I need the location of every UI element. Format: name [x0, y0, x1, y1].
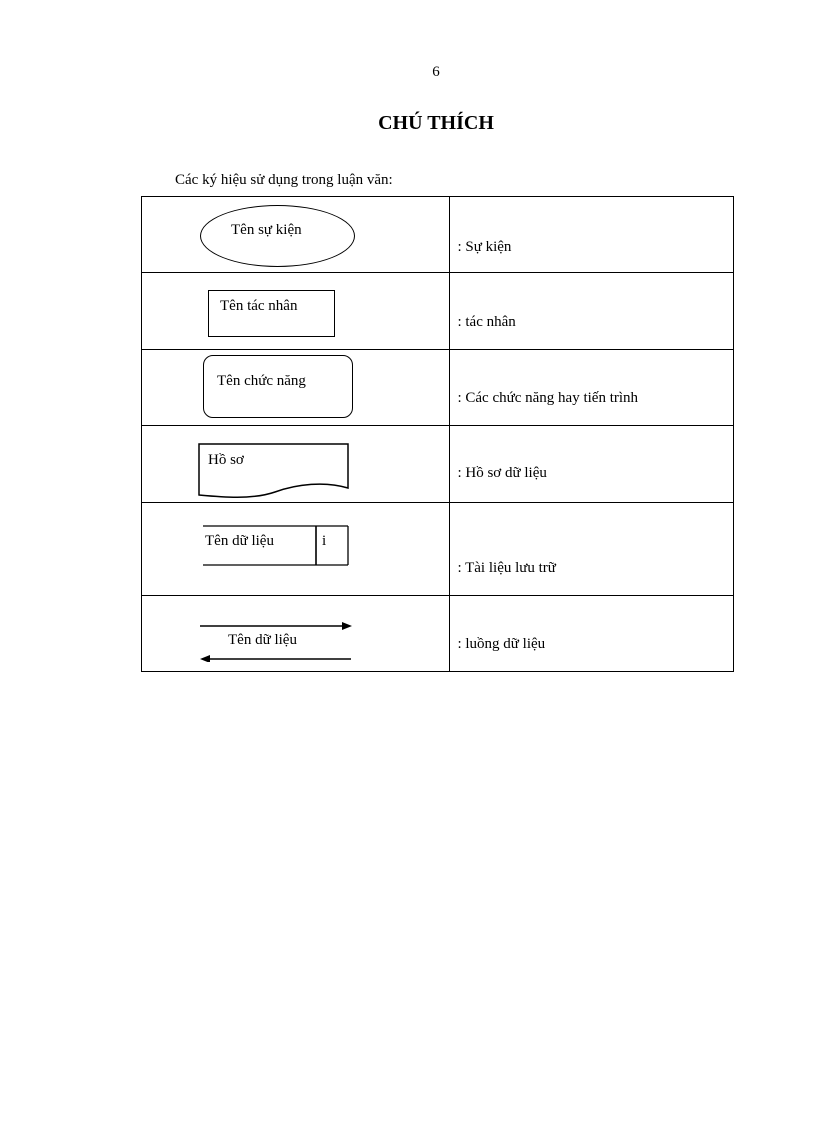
legend-row-document	[142, 426, 734, 503]
page-number: 6	[432, 64, 440, 80]
event-ellipse-symbol	[200, 205, 355, 267]
event-description: : Sự kiện	[457, 239, 512, 255]
arrow-left-icon	[200, 655, 210, 662]
event-symbol-label: Tên sự kiện	[231, 222, 302, 238]
legend-row-actor	[142, 273, 734, 350]
document-shape-symbol	[197, 442, 351, 500]
process-description: : Các chức năng hay tiến trình	[457, 390, 639, 406]
symbol-cell	[142, 503, 450, 596]
symbol-cell	[142, 197, 450, 273]
data-store-index: i	[322, 533, 327, 549]
legend-row-data-store	[142, 503, 734, 596]
legend-row-event	[142, 197, 734, 273]
data-store-description: : Tài liệu lưu trữ	[457, 560, 556, 576]
data-flow-description: : luồng dữ liệu	[457, 636, 546, 652]
description-cell	[450, 426, 734, 503]
actor-rectangle-symbol	[208, 290, 335, 337]
data-flow-symbol-label: Tên dữ liệu	[228, 632, 297, 648]
data-store-symbol-label: Tên dữ liệu	[205, 533, 274, 549]
symbol-cell	[142, 426, 450, 503]
process-symbol-label: Tên chức năng	[217, 373, 306, 389]
legend-row-process	[142, 350, 734, 426]
description-cell	[450, 350, 734, 426]
arrow-right-icon	[342, 622, 352, 630]
description-cell	[450, 596, 734, 672]
description-cell	[450, 273, 734, 350]
actor-description: : tác nhân	[457, 314, 516, 330]
description-cell	[450, 503, 734, 596]
actor-symbol-label: Tên tác nhân	[220, 298, 298, 314]
description-cell	[450, 197, 734, 273]
legend-row-data-flow	[142, 596, 734, 672]
symbol-cell	[142, 596, 450, 672]
legend-table	[141, 196, 734, 672]
intro-text: Các ký hiệu sử dụng trong luận văn:	[175, 172, 393, 188]
document-symbol-label: Hồ sơ	[208, 452, 244, 468]
process-rounded-rect-symbol	[203, 355, 353, 418]
symbol-cell	[142, 273, 450, 350]
page-title: CHÚ THÍCH	[378, 112, 494, 134]
document-description: : Hồ sơ dữ liệu	[457, 465, 547, 481]
symbol-cell	[142, 350, 450, 426]
